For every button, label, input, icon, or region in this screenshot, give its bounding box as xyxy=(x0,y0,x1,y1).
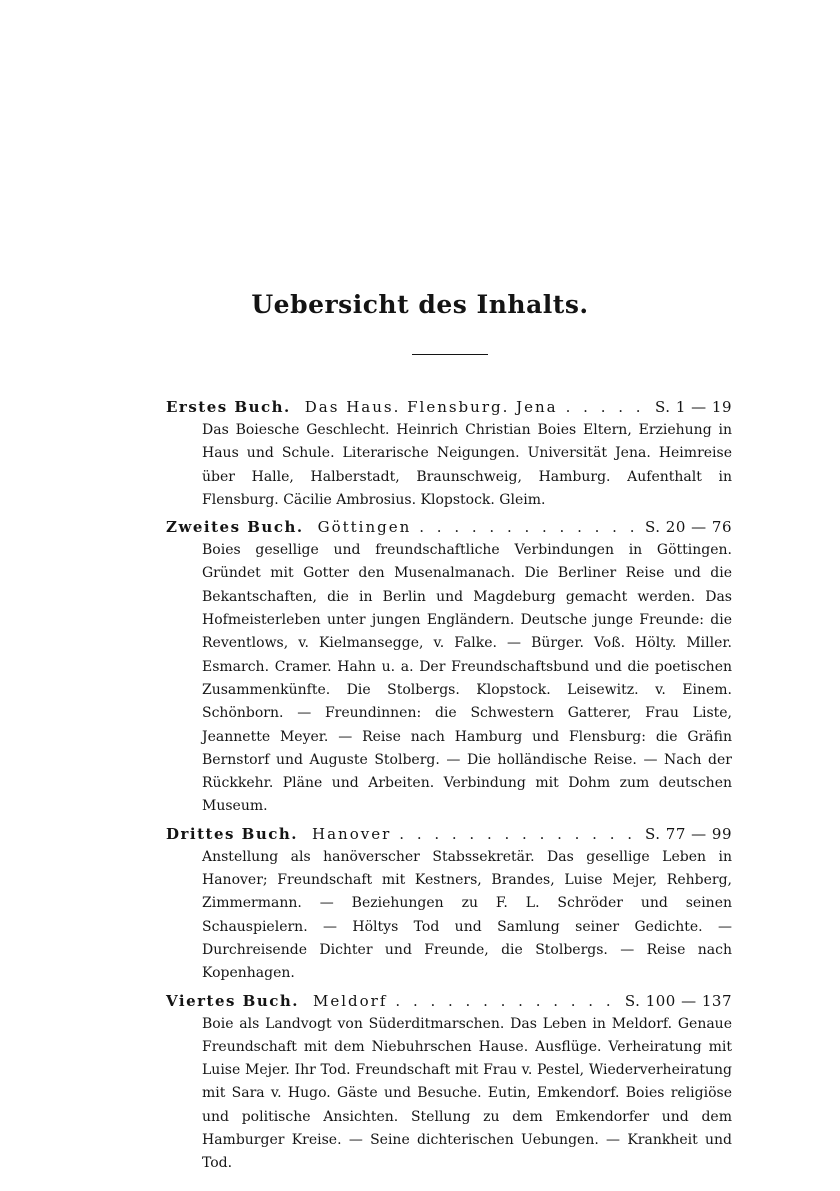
dot-leader xyxy=(566,395,647,419)
book-subtitle: Göttingen xyxy=(317,518,412,537)
book-label: Drittes Buch. xyxy=(166,824,299,843)
page-title: Uebersicht des Inhalts. xyxy=(251,290,589,319)
dot-leader xyxy=(395,989,617,1013)
toc-entry-heading xyxy=(166,989,732,1013)
dot-leader xyxy=(399,822,637,846)
book-subtitle: Hanover xyxy=(312,824,392,843)
book-label: Viertes Buch. xyxy=(166,991,300,1010)
toc-entry-2 xyxy=(166,515,732,819)
table-of-contents xyxy=(166,395,732,1179)
page-range: S. 77 — 99 xyxy=(645,824,732,843)
toc-entry-heading xyxy=(166,395,732,419)
book-subtitle: Meldorf xyxy=(313,991,388,1010)
page-range: S. 1 — 19 xyxy=(655,398,732,416)
book-label: Erstes Buch. xyxy=(166,398,291,416)
book-description: Boies gesellige und freundschaftliche Verbindungen in Göttingen. Gründet mit Gotter den Musenalmanach. Die Berliner Reise und die Bekantschaften, die in Berlin und Magdeburg gemacht werden. Das Hofmeisterleben unter jungen Engländern. Deutsche junge Freunde: die Reventlows, v. Kielmansegge, v. Falke. — Bürger. Voß. Hölty. Miller. Esmarch. Cramer. Hahn u. a. Der Freundschaftsbund und die poetischen Zusammenkünfte. Die Stolbergs. Klopstock. Leisewitz. v. Einem. Schönborn. — Freundinnen: die Schwestern Gatterer, Frau Liste, Jeannette Meyer. — Reise nach Hamburg und Flensburg: die Gräfin Bernstorf und Auguste Stolberg. — Die holländische Reise. — Nach der Rückkehr. Pläne und Arbeiten. Verbindung mit Dohm zum deutschen Museum. xyxy=(202,542,732,815)
book-description: Das Boiesche Geschlecht. Heinrich Christian Boies Eltern, Erziehung in Haus und Schule. Literarische Neigungen. Universität Jena. Heimreise über Halle, Halberstadt, Braunschweig, Hamburg. Aufenthalt in Flensburg. Cäcilie Ambrosius. Klopstock. Gleim. xyxy=(202,422,732,508)
book-description: Anstellung als hanöverscher Stabssekretär. Das gesellige Leben in Hanover; Freundschaft mit Kestners, Brandes, Luise Mejer, Rehberg, Zimmermann. — Beziehungen zu F. L. Schröder und seinen Schauspielern. — Höltys Tod und Samlung seiner Gedichte. — Durchreisende Dichter und Freunde, die Stolbergs. — Reise nach Kopenhagen. xyxy=(202,848,732,982)
toc-entry-4 xyxy=(166,989,732,1176)
toc-entry-1 xyxy=(166,395,732,512)
book-label: Zweites Buch. xyxy=(166,518,304,537)
page-range: S. 20 — 76 xyxy=(645,518,732,537)
toc-entry-3 xyxy=(166,822,732,986)
toc-entry-heading xyxy=(166,515,732,539)
dot-leader xyxy=(419,515,637,539)
book-description: Boie als Landvogt von Süderditmarschen. Das Leben in Meldorf. Genaue Freundschaft mit dem Niebuhrschen Hause. Ausflüge. Verheiratung mit Luise Mejer. Ihr Tod. Freundschaft mit Frau v. Pestel, Wiederverheiratung mit Sara v. Hugo. Gäste und Besuche. Eutin, Emkendorf. Boies religiöse und politische Ansichten. Stellung zu dem Emkendorfer und dem Hamburger Kreise. — Seine dichterischen Uebungen. — Krankheit und Tod. xyxy=(202,1015,732,1172)
book-subtitle: Das Haus. Flensburg. Jena xyxy=(304,398,558,416)
page-range: S. 100 — 137 xyxy=(624,991,732,1010)
title-rule xyxy=(412,354,488,355)
toc-entry-heading xyxy=(166,822,732,846)
